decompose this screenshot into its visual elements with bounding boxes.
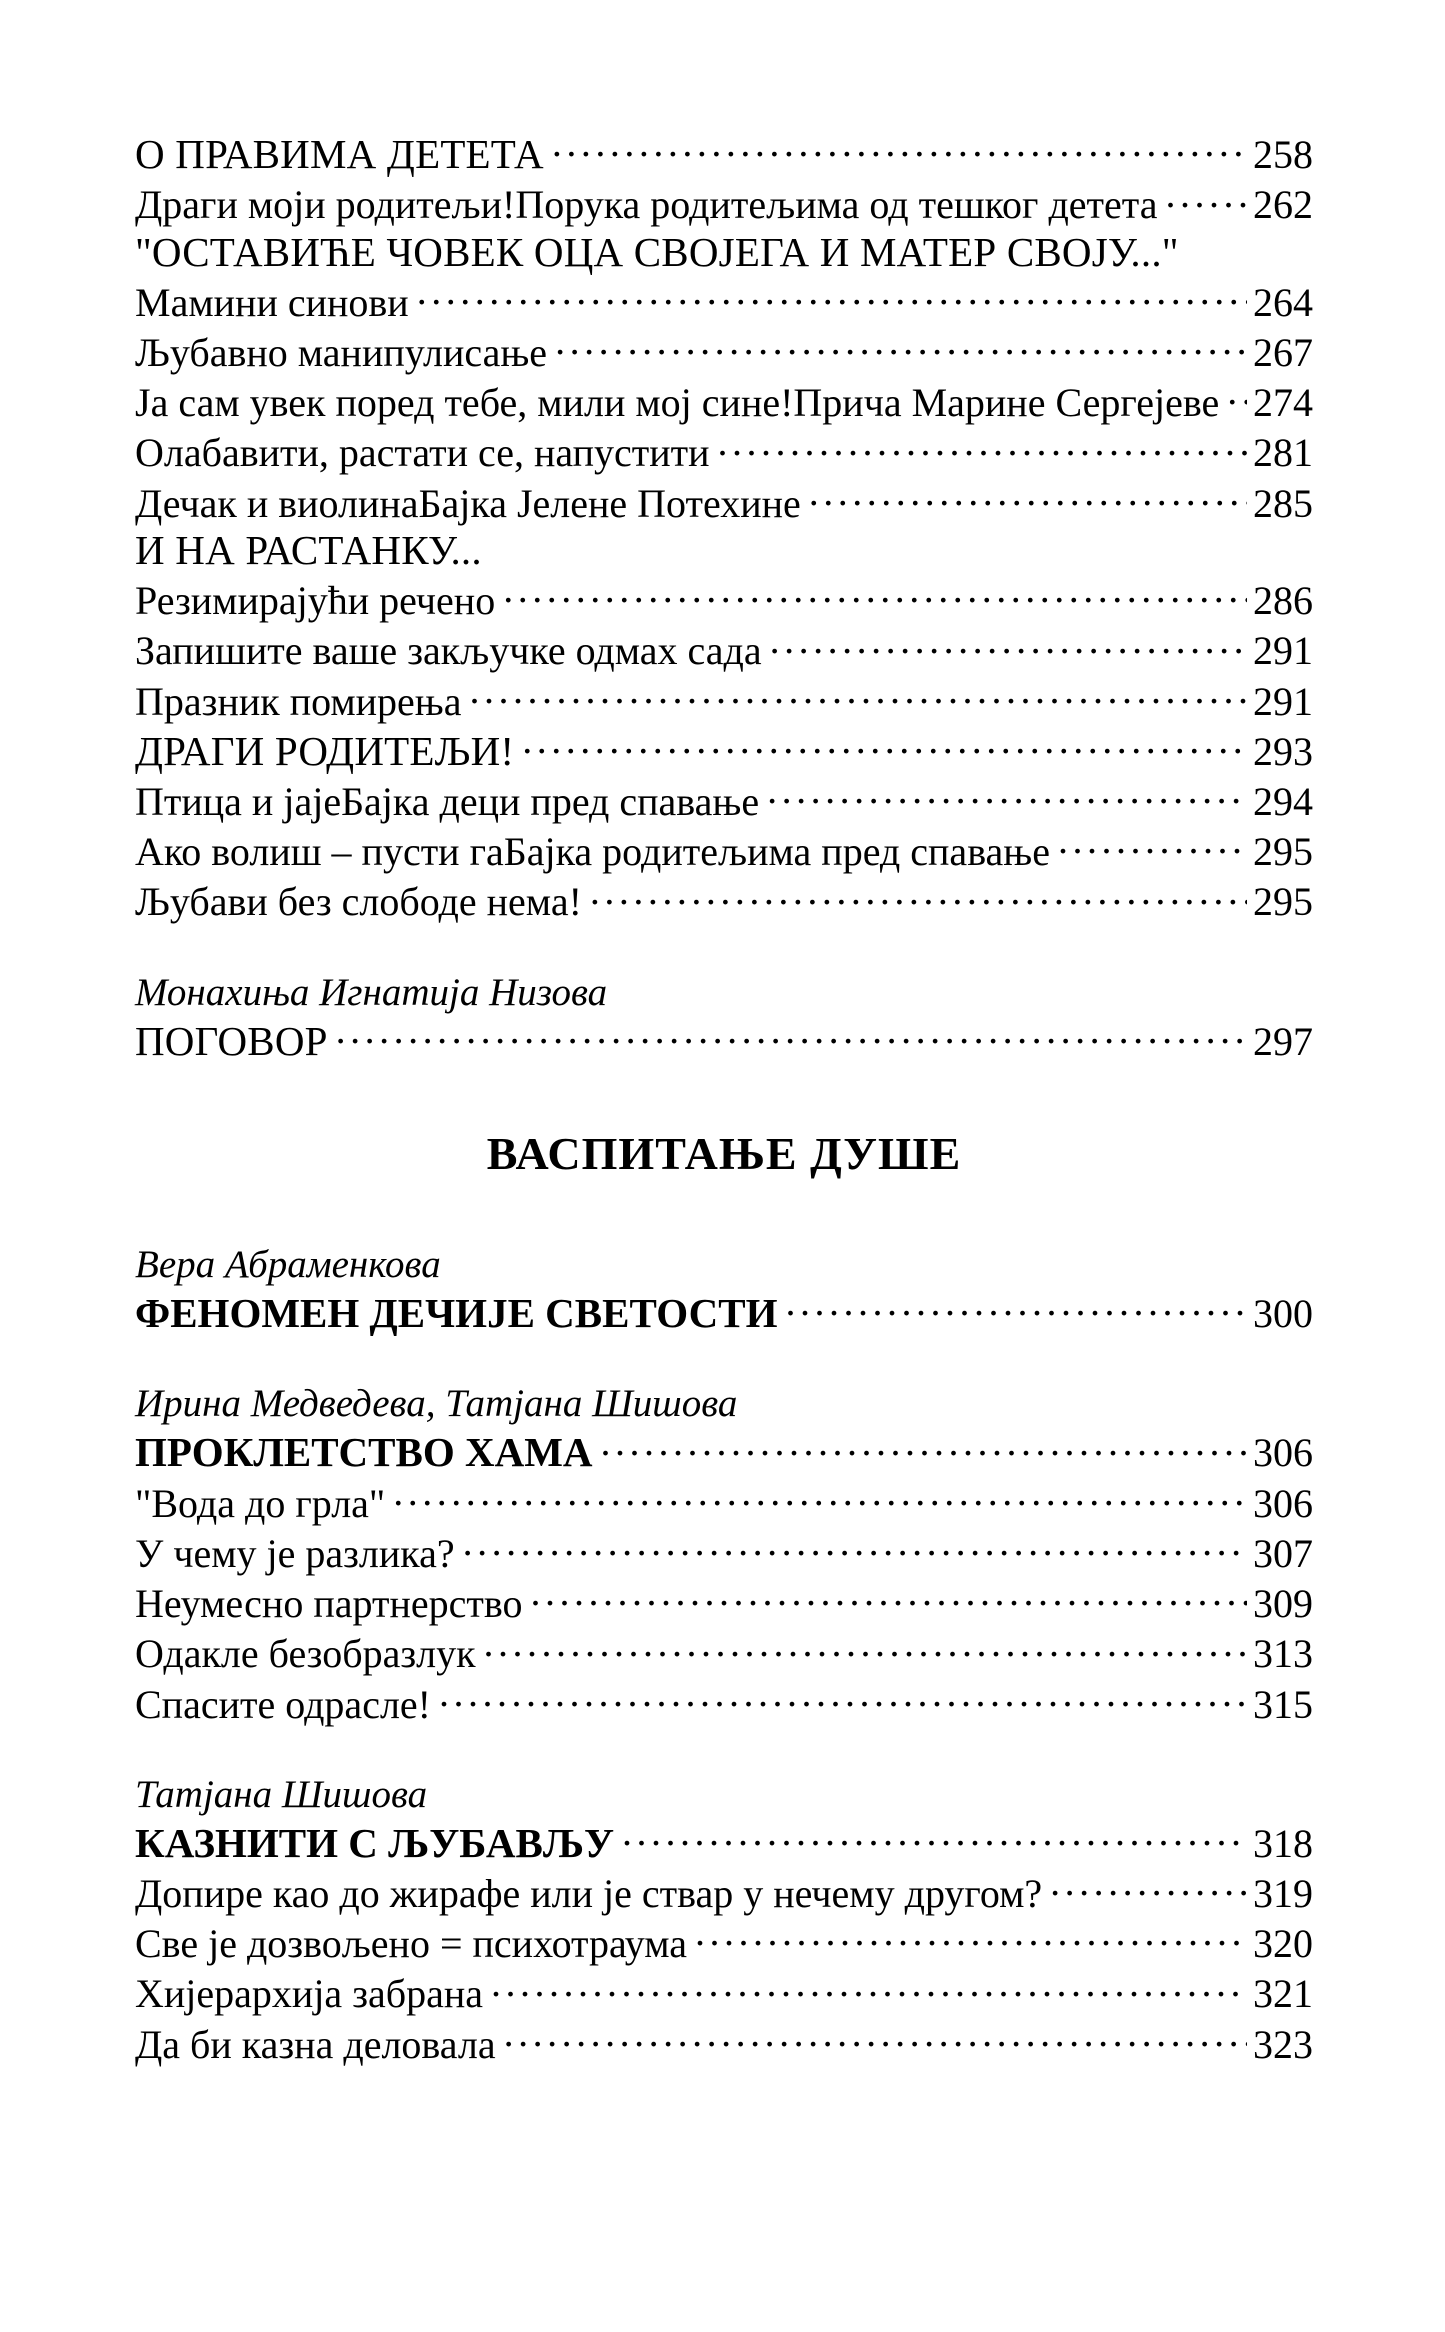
dot-leader [770, 624, 1247, 664]
toc-entry-title: ФЕНОМЕН ДЕЧИЈЕ СВЕТОСТИ [135, 1290, 778, 1337]
toc-heading-title: "ОСТАВИЋЕ ЧОВЕК ОЦА СВОЈЕГА И МАТЕР СВОЈУ..." [135, 228, 1179, 275]
dot-leader [336, 1015, 1247, 1055]
toc-entry[interactable] [135, 825, 1313, 875]
toc-entry[interactable] [135, 574, 1313, 624]
toc-entry[interactable] [135, 1917, 1313, 1967]
toc-entry-title: Да би казна деловала [135, 2021, 496, 2067]
dot-leader [622, 1817, 1247, 1857]
dot-leader [1166, 178, 1248, 218]
toc-entry-page: 297 [1253, 1018, 1313, 1064]
toc-entry-title: Све је дозвољено = психотраума [135, 1921, 687, 1967]
dot-leader [1058, 825, 1247, 865]
dot-leader [590, 875, 1247, 915]
toc-entry-title: Птица и јајеБајка деци пред спавање [135, 779, 760, 825]
toc-entry[interactable] [135, 1577, 1313, 1627]
dot-leader [552, 128, 1247, 168]
toc-entry[interactable] [135, 675, 1313, 725]
toc-entry-page: 321 [1253, 1971, 1313, 2017]
toc-entry-title: Неумесно партнерство [135, 1581, 523, 1627]
spacer [135, 1180, 1313, 1242]
dot-leader [601, 1426, 1247, 1466]
toc-entry-page: 286 [1253, 578, 1313, 624]
toc-entry[interactable] [135, 376, 1313, 426]
dot-leader [555, 326, 1247, 366]
toc-entry-page: 319 [1253, 1871, 1313, 1917]
toc-entry-title: У чему је разлика? [135, 1530, 455, 1576]
toc-entry-page: 323 [1253, 2021, 1313, 2067]
dot-leader [809, 477, 1247, 517]
toc-entry-title: Ја сам увек поред тебе, мили мој сине!Прича Марине Сергејеве [135, 380, 1220, 426]
toc-entry-page: 300 [1253, 1291, 1313, 1337]
toc-entry[interactable] [135, 875, 1313, 925]
toc-entry-page: 285 [1253, 480, 1313, 526]
dot-leader [463, 1527, 1247, 1567]
toc-entry-title: Дечак и виолинаБајка Јелене Потехине [135, 480, 801, 526]
toc-entry[interactable] [135, 1678, 1313, 1728]
toc-heading[interactable] [135, 229, 1313, 276]
toc-entry[interactable] [135, 725, 1313, 775]
toc-entry-page: 313 [1253, 1631, 1313, 1677]
toc-entry-title: Љубавно манипулисање [135, 330, 548, 376]
toc-entry[interactable] [135, 326, 1313, 376]
toc-heading-title: И НА РАСТАНКУ... [135, 526, 482, 573]
toc-entry-page: 294 [1253, 779, 1313, 825]
toc-entry[interactable] [135, 624, 1313, 674]
dot-leader [1227, 376, 1247, 416]
author-name: Ирина Медведева, Татјана Шишова [135, 1382, 738, 1426]
toc-entry-title: ПОГОВОР [135, 1017, 328, 1064]
toc-entry-page: 274 [1253, 380, 1313, 426]
spacer [135, 1337, 1313, 1381]
dot-leader [522, 725, 1247, 765]
toc-entry-page: 295 [1253, 879, 1313, 925]
spacer [135, 1728, 1313, 1772]
toc-entry-page: 295 [1253, 829, 1313, 875]
toc-entry[interactable] [135, 2018, 1313, 2068]
toc-heading[interactable] [135, 527, 1313, 574]
toc-entry[interactable] [135, 1817, 1313, 1867]
toc-entry-title: Одакле безобразлук [135, 1631, 476, 1677]
toc-entry-page: 320 [1253, 1921, 1313, 1967]
dot-leader [530, 1577, 1247, 1617]
toc-entry[interactable] [135, 1015, 1313, 1065]
toc-entry[interactable] [135, 276, 1313, 326]
toc-entry-title: Запишите ваше закључке одмах сада [135, 628, 762, 674]
toc-entry-title: КАЗНИТИ С ЉУБАВЉУ [135, 1819, 615, 1866]
toc-entry-title: Драги моји родитељи!Порука родитељима од тешког детета [135, 182, 1158, 228]
author-name: Вера Абраменкова [135, 1243, 441, 1286]
dot-leader [491, 1967, 1247, 2007]
toc-entry-title: Хијерархија забрана [135, 1971, 484, 2017]
section-heading: ВАСПИТАЊЕ ДУШЕ [486, 1128, 962, 1179]
toc-entry-page: 258 [1253, 132, 1313, 177]
toc-entry[interactable] [135, 1426, 1313, 1476]
toc-entry-page: 291 [1253, 678, 1313, 724]
toc-entry[interactable] [135, 1527, 1313, 1577]
toc-entry[interactable] [135, 1967, 1313, 2017]
toc-entry-title: ПРОКЛЕТСТВО ХАМА [135, 1429, 593, 1476]
dot-leader [767, 775, 1247, 815]
toc-entry-title: Допире као до жирафе или је ствар у нечему другом? [135, 1871, 1043, 1917]
toc-entry[interactable] [135, 1477, 1313, 1527]
dot-leader [786, 1287, 1247, 1327]
toc-entry[interactable] [135, 477, 1313, 527]
toc-entry-page: 281 [1253, 430, 1313, 476]
toc-entry-page: 318 [1253, 1820, 1313, 1866]
dot-leader [1050, 1867, 1247, 1907]
toc-entry-page: 291 [1253, 628, 1313, 674]
toc-entry-page: 307 [1253, 1530, 1313, 1576]
dot-leader [503, 574, 1247, 614]
toc-entry-page: 306 [1253, 1480, 1313, 1526]
author-name: Монахиња Игнатија Низова [135, 970, 608, 1014]
toc-entry-title: Мамини синови [135, 279, 409, 325]
toc-entry-page: 315 [1253, 1681, 1313, 1727]
toc-entry-title: Љубави без слободе нема! [135, 879, 582, 925]
dot-leader [393, 1477, 1247, 1517]
dot-leader [504, 2018, 1247, 2058]
toc-entry-page: 264 [1253, 279, 1313, 325]
toc-group-main [135, 128, 1313, 2068]
toc-entry-page: 267 [1253, 330, 1313, 376]
toc-entry[interactable] [135, 1287, 1313, 1337]
dot-leader [439, 1678, 1247, 1718]
toc-entry[interactable] [135, 775, 1313, 825]
dot-leader [695, 1917, 1247, 1957]
toc-entry-page: 309 [1253, 1581, 1313, 1627]
toc-entry-page: 262 [1253, 182, 1313, 228]
toc-entry[interactable] [135, 128, 1313, 178]
dot-leader [417, 276, 1247, 316]
toc-entry-page: 306 [1253, 1430, 1313, 1476]
toc-entry-title: Олабавити, растати се, напустити [135, 430, 710, 476]
toc-entry-title: Празник помирења [135, 678, 462, 724]
toc-entry-title: О ПРАВИМА ДЕТЕТА [135, 131, 544, 177]
author-name: Татјана Шишова [135, 1772, 428, 1816]
dot-leader [718, 426, 1247, 466]
toc-entry[interactable] [135, 426, 1313, 476]
toc-entry-title: Резимирајући речено [135, 578, 496, 624]
toc-entry-title: "Вода до грла" [135, 1480, 386, 1526]
spacer [135, 1065, 1313, 1127]
dot-leader [484, 1627, 1247, 1667]
toc-entry-title: Спасите одрасле! [135, 1681, 431, 1727]
toc-entry-page: 293 [1253, 728, 1313, 774]
toc-entry-title: ДРАГИ РОДИТЕЉИ! [135, 727, 515, 774]
toc-entry[interactable] [135, 1867, 1313, 1917]
toc-entry-title: Ако волиш – пусти гаБајка родитељима пред спавање [135, 829, 1050, 875]
toc-entry[interactable] [135, 1627, 1313, 1677]
dot-leader [469, 675, 1247, 715]
spacer [135, 926, 1313, 970]
toc-entry[interactable] [135, 178, 1313, 228]
